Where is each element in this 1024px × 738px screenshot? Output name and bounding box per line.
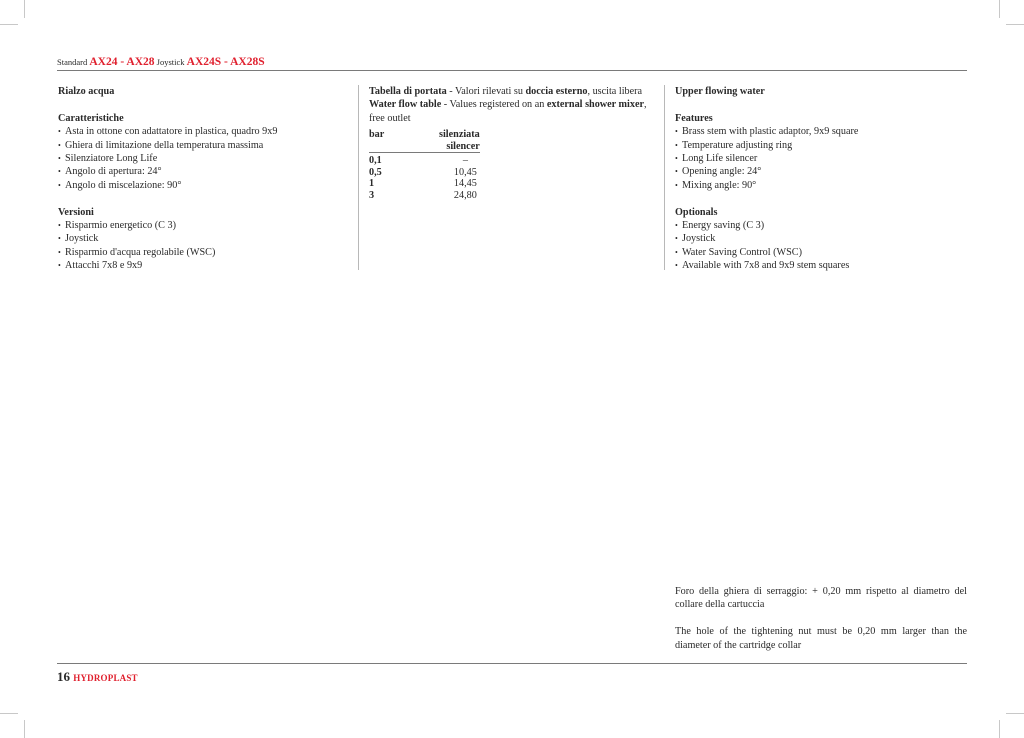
table-caption-en bbox=[369, 98, 654, 125]
table-caption-it bbox=[369, 85, 654, 98]
features-heading: Features bbox=[675, 112, 713, 124]
bullet-icon: • bbox=[675, 140, 678, 150]
bullet-icon: • bbox=[58, 180, 61, 190]
list-item-text: Mixing angle: 90° bbox=[682, 179, 757, 191]
header-bar: bar bbox=[369, 129, 385, 141]
bullet-icon: • bbox=[675, 247, 678, 257]
joystick-label: Joystick bbox=[156, 57, 185, 67]
features-section bbox=[675, 112, 965, 192]
cell-value: 24,80 bbox=[453, 189, 477, 201]
list-item-text: Temperature adjusting ring bbox=[682, 139, 793, 151]
header-silencer-en: silencer bbox=[446, 140, 480, 152]
crop-mark bbox=[24, 720, 25, 738]
features-heading: Caratteristiche bbox=[58, 112, 124, 124]
features-list bbox=[675, 125, 965, 192]
list-item-text: Risparmio energetico (C 3) bbox=[65, 220, 176, 232]
table-row bbox=[369, 178, 480, 190]
tightening-nut-note bbox=[675, 585, 967, 665]
cell-bar: 0,5 bbox=[369, 166, 382, 178]
crop-mark bbox=[1006, 24, 1024, 25]
header-silencer bbox=[409, 129, 480, 153]
page-footer bbox=[57, 669, 138, 686]
versions-section bbox=[58, 206, 343, 273]
bullet-icon: • bbox=[675, 234, 678, 244]
list-item-text: Ghiera di limitazione della temperatura massima bbox=[65, 139, 264, 151]
features-section bbox=[58, 112, 343, 192]
section-title: Rialzo acqua bbox=[58, 86, 115, 97]
list-item-text: Risparmio d'acqua regolabile (WSC) bbox=[65, 246, 216, 258]
list-item bbox=[58, 259, 343, 272]
list-item bbox=[58, 152, 343, 165]
list-item bbox=[675, 219, 965, 232]
table-row bbox=[369, 153, 480, 167]
crop-mark bbox=[0, 713, 18, 714]
cell-bar: 0,1 bbox=[369, 155, 382, 167]
list-item bbox=[58, 165, 343, 178]
list-item bbox=[58, 246, 343, 259]
caption-bold: Water flow table bbox=[369, 99, 442, 111]
optionals-heading: Optionals bbox=[675, 206, 718, 218]
features-list bbox=[58, 125, 343, 192]
caption-text: , uscita libera bbox=[587, 86, 643, 97]
standard-label: Standard bbox=[57, 57, 88, 67]
list-item bbox=[58, 179, 343, 192]
crop-mark bbox=[1006, 713, 1024, 714]
cell-value: 14,45 bbox=[453, 178, 477, 190]
caption-bold: doccia esterno bbox=[525, 86, 588, 97]
column-divider bbox=[358, 85, 359, 270]
header-silenziata: silenziata bbox=[439, 129, 480, 141]
cell-value: 10,45 bbox=[453, 166, 477, 178]
note-italian: Foro della ghiera di serraggio: + 0,20 mm rispetto al diametro del collare della cartuccia bbox=[675, 586, 967, 611]
footer-rule bbox=[57, 663, 967, 664]
optionals-section bbox=[675, 206, 965, 273]
list-item bbox=[58, 125, 343, 138]
bullet-icon: • bbox=[675, 261, 678, 271]
list-item bbox=[58, 219, 343, 232]
crop-mark bbox=[24, 0, 25, 18]
optionals-list bbox=[675, 219, 965, 273]
caption-text: - Values registered on an bbox=[441, 99, 547, 111]
table-row bbox=[369, 167, 480, 179]
list-item-text: Joystick bbox=[65, 233, 99, 245]
list-item-text: Joystick bbox=[682, 233, 716, 245]
column-flow-table bbox=[369, 85, 654, 201]
list-item bbox=[675, 139, 965, 152]
standard-codes: AX24 - AX28 bbox=[89, 56, 155, 68]
cell-value: – bbox=[462, 155, 468, 167]
bullet-icon: • bbox=[58, 234, 61, 244]
list-item bbox=[58, 232, 343, 245]
list-item bbox=[675, 232, 965, 245]
bullet-icon: • bbox=[58, 261, 61, 271]
list-item-text: Attacchi 7x8 e 9x9 bbox=[65, 260, 143, 272]
column-english bbox=[675, 85, 965, 273]
note-english: The hole of the tightening nut must be 0,20 mm larger than the diameter of the cartridge collar bbox=[675, 626, 967, 651]
list-item bbox=[675, 152, 965, 165]
header-rule bbox=[57, 70, 967, 71]
versions-list bbox=[58, 219, 343, 273]
list-item bbox=[675, 179, 965, 192]
section-title: Upper flowing water bbox=[675, 86, 765, 97]
bullet-icon: • bbox=[58, 127, 61, 137]
list-item-text: Long Life silencer bbox=[682, 153, 758, 165]
list-item-text: Silenziatore Long Life bbox=[65, 153, 158, 165]
bullet-icon: • bbox=[675, 180, 678, 190]
page-number: 16 bbox=[57, 669, 70, 684]
joystick-codes: AX24S - AX28S bbox=[186, 56, 265, 68]
bullet-icon: • bbox=[58, 140, 61, 150]
list-item bbox=[675, 125, 965, 138]
versions-heading: Versioni bbox=[58, 206, 94, 218]
caption-bold: external shower mixer bbox=[546, 99, 645, 111]
bullet-icon: • bbox=[58, 167, 61, 177]
table-row bbox=[369, 190, 480, 202]
list-item bbox=[675, 165, 965, 178]
list-item-text: Angolo di miscelazione: 90° bbox=[65, 179, 182, 191]
list-item bbox=[675, 246, 965, 259]
column-divider bbox=[664, 85, 665, 270]
list-item-text: Energy saving (C 3) bbox=[682, 220, 765, 232]
list-item-text: Water Saving Control (WSC) bbox=[682, 246, 802, 258]
bullet-icon: • bbox=[58, 154, 61, 164]
page-header bbox=[57, 55, 967, 69]
crop-mark bbox=[999, 720, 1000, 738]
cell-bar: 3 bbox=[369, 189, 375, 201]
brand-name: HYDROPLAST bbox=[73, 673, 138, 683]
caption-bold: Tabella di portata bbox=[369, 86, 447, 97]
crop-mark bbox=[0, 24, 18, 25]
caption-text: , free outlet bbox=[369, 99, 647, 124]
flow-table bbox=[369, 129, 480, 201]
bullet-icon: • bbox=[675, 221, 678, 231]
list-item-text: Asta in ottone con adattatore in plastica, quadro 9x9 bbox=[65, 126, 278, 138]
column-italian bbox=[58, 85, 343, 273]
list-item-text: Opening angle: 24° bbox=[682, 166, 762, 178]
list-item bbox=[675, 259, 965, 272]
table-header-row bbox=[369, 129, 480, 153]
bullet-icon: • bbox=[675, 127, 678, 137]
caption-text: - Valori rilevati su bbox=[446, 86, 526, 97]
list-item-text: Angolo di apertura: 24° bbox=[65, 166, 162, 178]
bullet-icon: • bbox=[675, 167, 678, 177]
bullet-icon: • bbox=[58, 221, 61, 231]
list-item-text: Brass stem with plastic adaptor, 9x9 square bbox=[682, 126, 859, 138]
list-item bbox=[58, 139, 343, 152]
crop-mark bbox=[999, 0, 1000, 18]
list-item-text: Available with 7x8 and 9x9 stem squares bbox=[682, 260, 850, 272]
bullet-icon: • bbox=[58, 247, 61, 257]
bullet-icon: • bbox=[675, 154, 678, 164]
cell-bar: 1 bbox=[369, 178, 375, 190]
